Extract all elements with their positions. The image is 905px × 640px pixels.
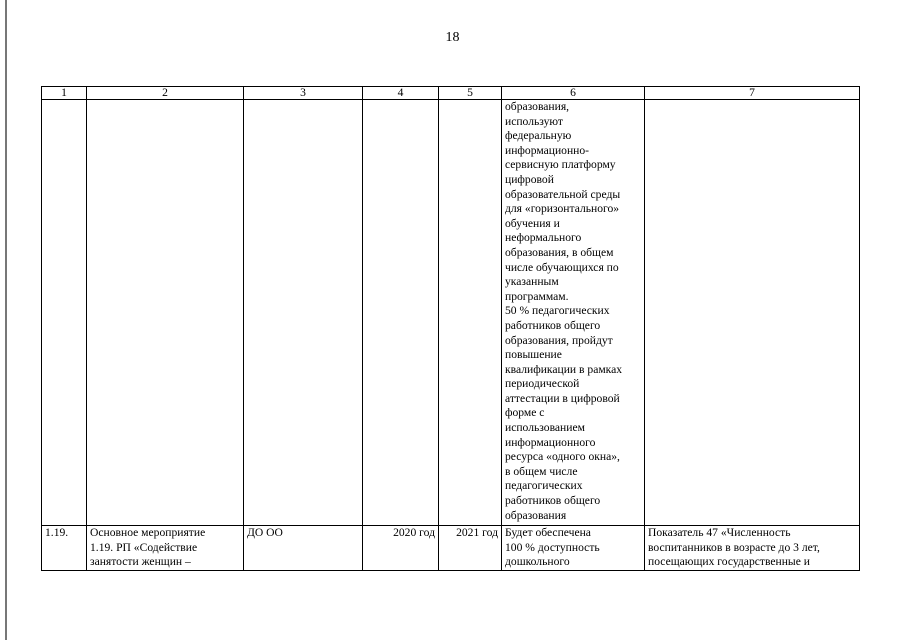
cont-cell-4 <box>363 100 439 526</box>
cont-cell-7 <box>645 100 860 526</box>
executor: ДО ОО <box>244 526 363 571</box>
expected-result: Будет обеспечена 100 % доступность дошкольного <box>502 526 645 571</box>
column-number-4: 4 <box>363 87 439 100</box>
indicator: Показатель 47 «Численность воспитанников в возрасте до 3 лет, посещающих государственные и <box>645 526 860 571</box>
column-number-2: 2 <box>87 87 244 100</box>
cont-cell-5 <box>439 100 502 526</box>
column-number-row <box>42 87 860 100</box>
column-number-5: 5 <box>439 87 502 100</box>
column-number-6: 6 <box>502 87 645 100</box>
cont-result-text: образования, используют федеральную информационно- сервисную платформу цифровой образовательной среды для «горизонтального» обучения и неформального образования, в общем числе обучающихся по указанным программам. 50 % педагогических работников общего образования, пройдут повышение квалификации в рамках периодической аттестации в цифровой форме с использованием информационного ресурса «одного окна», в общем числе педагогических работников общего образования <box>502 100 645 526</box>
table-row-1-19 <box>42 526 860 571</box>
cont-cell-2 <box>87 100 244 526</box>
row-number: 1.19. <box>42 526 87 571</box>
start-year: 2020 год <box>363 526 439 571</box>
cont-cell-3 <box>244 100 363 526</box>
activities-table <box>41 86 860 571</box>
column-number-1: 1 <box>42 87 87 100</box>
column-number-7: 7 <box>645 87 860 100</box>
cont-cell-1 <box>42 100 87 526</box>
column-number-3: 3 <box>244 87 363 100</box>
end-year: 2021 год <box>439 526 502 571</box>
page-number: 18 <box>445 30 460 45</box>
table-row-continuation <box>42 100 860 526</box>
event-name: Основное мероприятие 1.19. РП «Содействие занятости женщин – <box>87 526 244 571</box>
scan-edge-line <box>5 0 7 640</box>
